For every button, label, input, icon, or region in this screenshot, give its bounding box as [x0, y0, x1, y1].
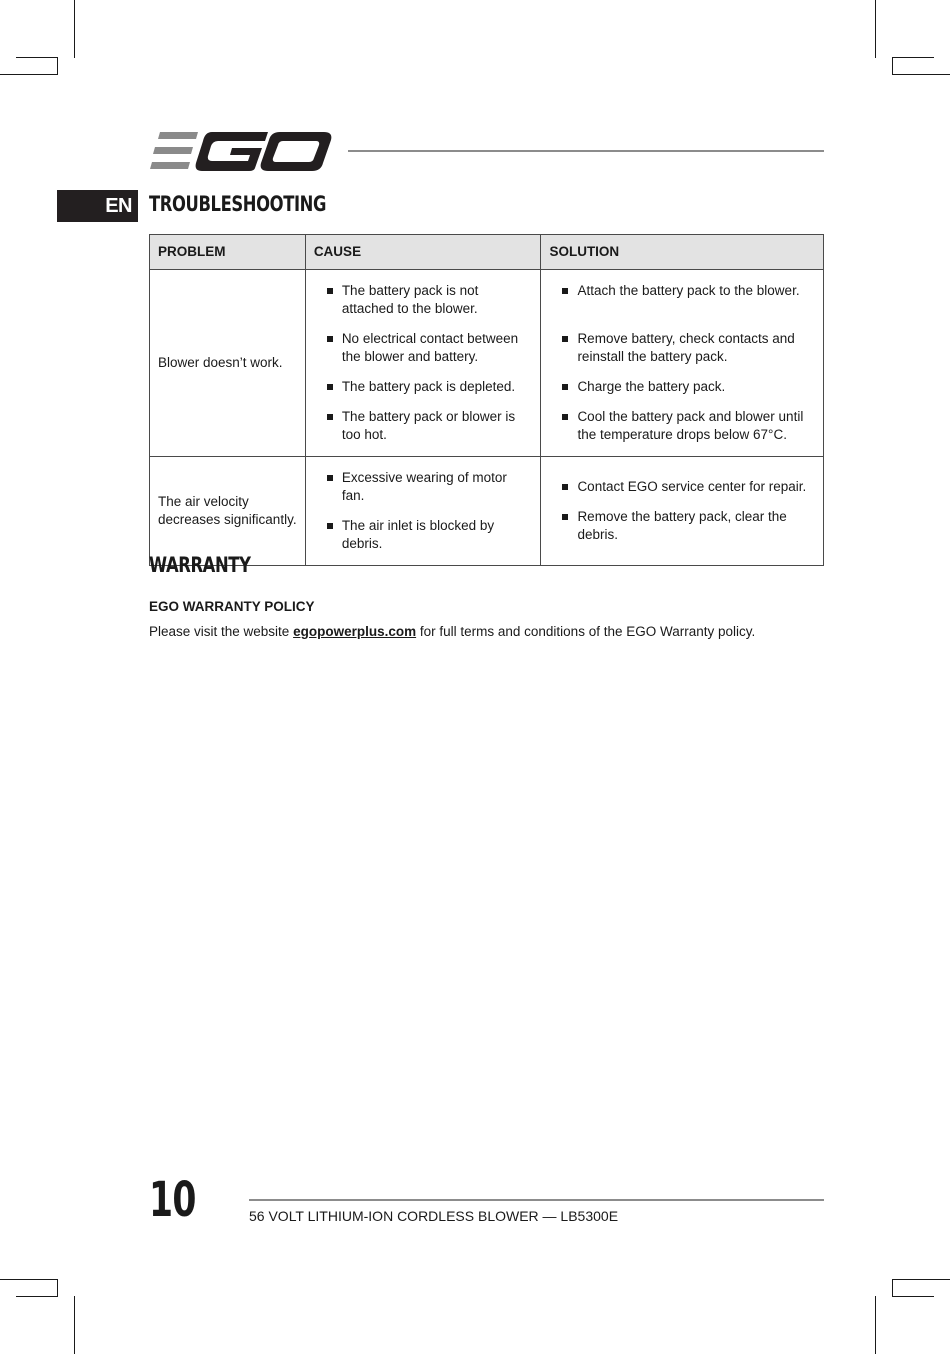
warranty-text-after: for full terms and conditions of the EGO Warranty policy.: [416, 624, 756, 639]
crop-mark: [0, 1279, 58, 1280]
crop-mark: [892, 1280, 893, 1297]
crop-mark: [57, 57, 58, 74]
crop-mark: [16, 57, 58, 58]
crop-mark: [892, 57, 893, 74]
header-solution: SOLUTION: [541, 235, 824, 270]
crop-mark: [74, 0, 75, 58]
crop-mark: [875, 1296, 876, 1354]
crop-mark: [892, 74, 950, 75]
troubleshooting-heading: TROUBLESHOOTING: [149, 192, 327, 216]
cause-cell: [305, 270, 541, 457]
ego-logo-o: [261, 132, 332, 171]
footer-product-title: 56 VOLT LITHIUM-ION CORDLESS BLOWER — LB5300E: [249, 1208, 619, 1224]
problem-cell: Blower doesn’t work.: [150, 270, 306, 457]
crop-mark: [0, 74, 58, 75]
warranty-heading: WARRANTY: [149, 553, 251, 577]
table-header-row: [150, 235, 824, 270]
header-problem: PROBLEM: [150, 235, 306, 270]
solution-item: Remove the battery pack, clear the debris.: [549, 508, 815, 544]
warranty-website-link[interactable]: egopowerplus.com: [293, 624, 417, 639]
troubleshooting-table: [149, 234, 824, 566]
solution-item: Charge the battery pack.: [549, 378, 815, 396]
cause-item: Excessive wearing of motor fan.: [314, 469, 533, 505]
table-row: [150, 270, 824, 457]
crop-mark: [892, 57, 934, 58]
footer-rule: [249, 1199, 824, 1201]
warranty-policy-subheading: EGO WARRANTY POLICY: [149, 599, 315, 614]
crop-mark: [892, 1296, 934, 1297]
ego-logo-e-stripes: [150, 132, 198, 169]
crop-mark: [875, 0, 876, 58]
language-tab: EN: [57, 190, 138, 222]
crop-mark: [16, 1296, 58, 1297]
solution-cell: [541, 270, 824, 457]
solution-item: Cool the battery pack and blower until the temperature drops below 67°C.: [549, 408, 815, 444]
solution-item: Remove battery, check contacts and reinstall the battery pack.: [549, 330, 815, 366]
solution-cell: [541, 457, 824, 566]
crop-mark: [892, 1279, 950, 1280]
cause-item: The battery pack is depleted.: [314, 378, 533, 396]
solution-item: Attach the battery pack to the blower.: [549, 282, 815, 300]
table-row: [150, 457, 824, 566]
cause-item: The battery pack is not attached to the blower.: [314, 282, 533, 318]
crop-mark: [74, 1296, 75, 1354]
solution-item: Contact EGO service center for repair.: [549, 478, 815, 496]
header-rule: [348, 150, 824, 152]
cause-cell: [305, 457, 541, 566]
ego-logo-g: [196, 132, 268, 171]
cause-item: No electrical contact between the blower and battery.: [314, 330, 533, 366]
cause-item: The battery pack or blower is too hot.: [314, 408, 533, 444]
problem-cell: The air velocity decreases significantly.: [150, 457, 306, 566]
crop-mark: [57, 1280, 58, 1297]
page-number: 10: [149, 1172, 196, 1228]
header-cause: CAUSE: [305, 235, 541, 270]
warranty-text: [149, 624, 755, 639]
ego-logo: [150, 130, 332, 172]
warranty-text-before: Please visit the website: [149, 624, 294, 639]
cause-item: The air inlet is blocked by debris.: [314, 517, 533, 553]
